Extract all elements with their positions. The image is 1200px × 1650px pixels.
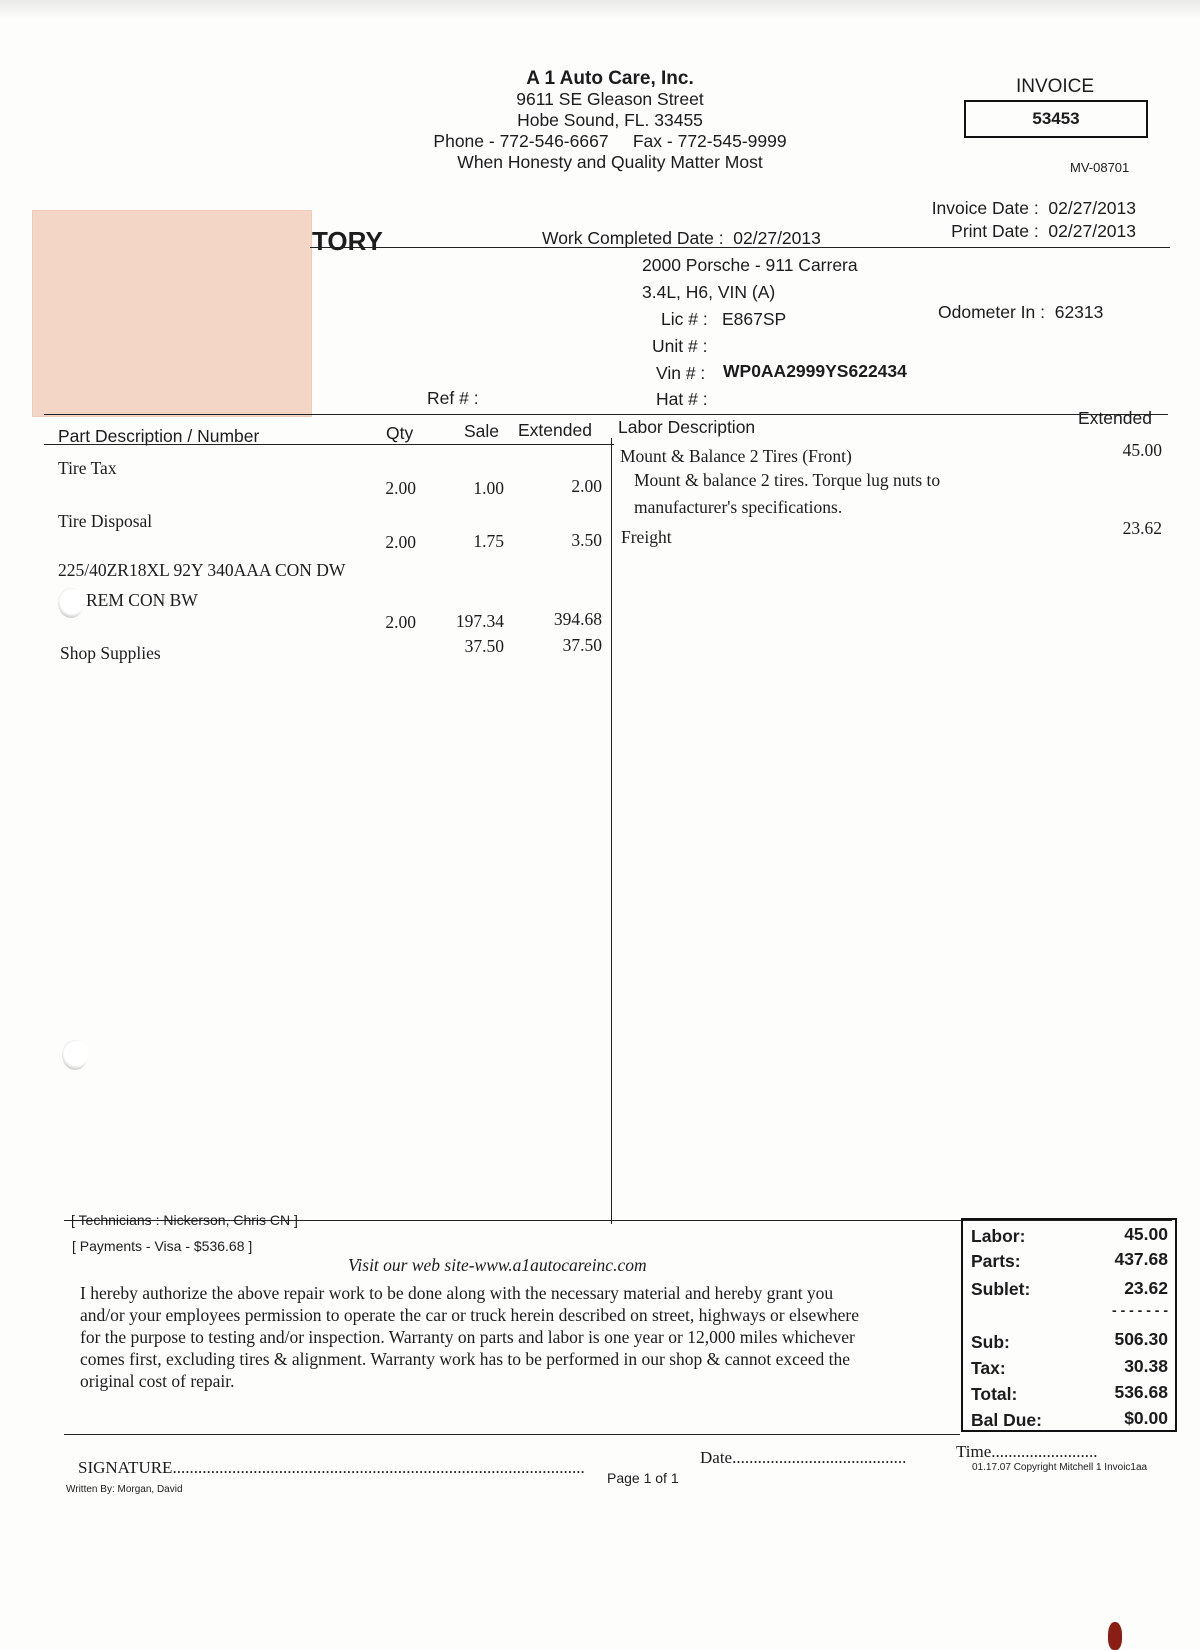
company-city: Hobe Sound, FL. 33455 [517, 110, 703, 130]
part-desc-3b: REM CON BW [86, 590, 198, 610]
scan-edge-shadow [0, 0, 1200, 18]
company-street: 9611 SE Gleason Street [516, 89, 704, 109]
part-sale-2: 1.75 [473, 531, 504, 551]
part-ext-1: 2.00 [571, 476, 602, 496]
labor-total: 45.00 [1124, 1224, 1168, 1244]
col-part-description: Part Description / Number [58, 426, 260, 446]
copyright: 01.17.07 Copyright Mitchell 1 Invoic1aa [972, 1462, 1148, 1473]
redaction-patch [32, 210, 312, 417]
legal-terms [80, 1282, 960, 1392]
punch-hole [62, 1040, 88, 1070]
unit-label: Unit # : [652, 336, 708, 356]
labor-ext-1: 45.00 [1122, 440, 1162, 460]
part-desc-2: Tire Disposal [58, 511, 153, 531]
print-date: Print Date : 02/27/2013 [951, 221, 1136, 241]
col-sale: Sale [464, 421, 500, 441]
vin-value: WP0AA2999YS622434 [723, 361, 907, 381]
ref-label: Ref # : [427, 388, 479, 408]
part-desc-1: Tire Tax [58, 458, 117, 478]
ink-spot [1108, 1622, 1122, 1650]
col-extended-labor: Extended [1078, 408, 1152, 428]
labor-title-1: Mount & Balance 2 Tires (Front) [620, 446, 852, 466]
header-divider [310, 247, 1170, 248]
legal-line: I hereby authorize the above repair work to be done along with the necessary material and hereby grant you [80, 1283, 834, 1303]
signature-top-rule [64, 1434, 960, 1435]
sublet-total-label: Sublet: [971, 1279, 1031, 1299]
parts-total-label: Parts: [971, 1251, 1021, 1271]
labor-detail-2: manufacturer's specifications. [634, 497, 843, 517]
technicians: [ Technicians : Nickerson, Chris CN ] [71, 1212, 298, 1228]
lic-value: E867SP [722, 309, 787, 329]
hat-label: Hat # : [656, 389, 708, 409]
invoice-label: INVOICE [1015, 76, 1095, 97]
written-by: Written By: Morgan, David [66, 1484, 183, 1495]
sub-total-label: Sub: [971, 1332, 1010, 1352]
invoice-date: Invoice Date : 02/27/2013 [931, 198, 1136, 218]
date-line: Date......................................... [700, 1448, 907, 1467]
sub-total: 506.30 [1114, 1329, 1168, 1349]
history-fragment: TORY [312, 226, 383, 256]
part-sale-4: 37.50 [464, 636, 504, 656]
work-completed-date: Work Completed Date : 02/27/2013 [542, 228, 821, 248]
balance-due-label: Bal Due: [971, 1410, 1042, 1430]
tax-label: Tax: [971, 1358, 1006, 1378]
grand-total: 536.68 [1114, 1382, 1168, 1402]
company-phone: Phone - 772-546-6667 Fax - 772-545-9999 [433, 131, 787, 151]
col-qty: Qty [386, 423, 414, 443]
center-column-divider [611, 438, 612, 1224]
part-ext-3: 394.68 [553, 609, 602, 629]
part-qty-2: 2.00 [385, 532, 416, 552]
col-labor-description: Labor Description [618, 417, 756, 437]
labor-total-label: Labor: [971, 1226, 1026, 1246]
punch-hole [58, 588, 84, 618]
legal-line: for the purpose to testing and/or inspection. Warranty on parts and labor is one year or 12,000 miles whichever [80, 1327, 855, 1347]
company-header [380, 68, 840, 173]
parts-header-rule [44, 444, 614, 445]
company-slogan: When Honesty and Quality Matter Most [457, 152, 763, 172]
balance-due: $0.00 [1124, 1408, 1168, 1428]
legal-line: original cost of repair. [80, 1371, 235, 1391]
time-line: Time......................... [956, 1442, 1098, 1461]
lic-label: Lic # : [661, 309, 708, 329]
labor-detail-1: Mount & balance 2 tires. Torque lug nuts to [634, 470, 941, 490]
legal-line: comes first, excluding tires & alignment. Warranty work has to be performed in our shop & cannot exceed the [80, 1349, 850, 1369]
part-ext-4: 37.50 [562, 635, 602, 655]
parts-total: 437.68 [1114, 1249, 1168, 1269]
vehicle-engine: 3.4L, H6, VIN (A) [642, 282, 776, 302]
col-extended-parts: Extended [518, 420, 592, 440]
signature-line: SIGNATURE................................................................................................. [78, 1458, 585, 1477]
labor-title-2: Freight [621, 527, 672, 547]
part-qty-1: 2.00 [385, 478, 416, 498]
columns-top-divider [44, 414, 1168, 415]
odometer: Odometer In : 62313 [938, 302, 1104, 322]
part-sale-3: 197.34 [455, 611, 504, 631]
vin-label: Vin # : [656, 363, 706, 383]
tax-total: 30.38 [1124, 1356, 1168, 1376]
vehicle-model: 2000 Porsche - 911 Carrera [642, 255, 858, 275]
invoice-code: MV-08701 [1070, 160, 1130, 175]
payments: [ Payments - Visa - $536.68 ] [72, 1238, 253, 1254]
legal-line: and/or your employees permission to operate the car or truck herein described on street, highways or elsewhere [80, 1305, 859, 1325]
page-number: Page 1 of 1 [607, 1470, 679, 1486]
part-sale-1: 1.00 [473, 478, 504, 498]
part-desc-4: Shop Supplies [60, 643, 161, 663]
part-desc-3: 225/40ZR18XL 92Y 340AAA CON DW [58, 560, 346, 580]
part-qty-3: 2.00 [385, 612, 416, 632]
grand-total-label: Total: [971, 1384, 1018, 1404]
totals-dashes: - - - - - - - [1112, 1302, 1168, 1318]
website: Visit our web site-www.a1autocareinc.com [348, 1255, 647, 1275]
labor-ext-2: 23.62 [1122, 518, 1162, 538]
invoice-number: 53453 [964, 100, 1148, 138]
sublet-total: 23.62 [1124, 1278, 1168, 1298]
part-ext-2: 3.50 [571, 530, 602, 550]
company-name: A 1 Auto Care, Inc. [526, 68, 694, 89]
